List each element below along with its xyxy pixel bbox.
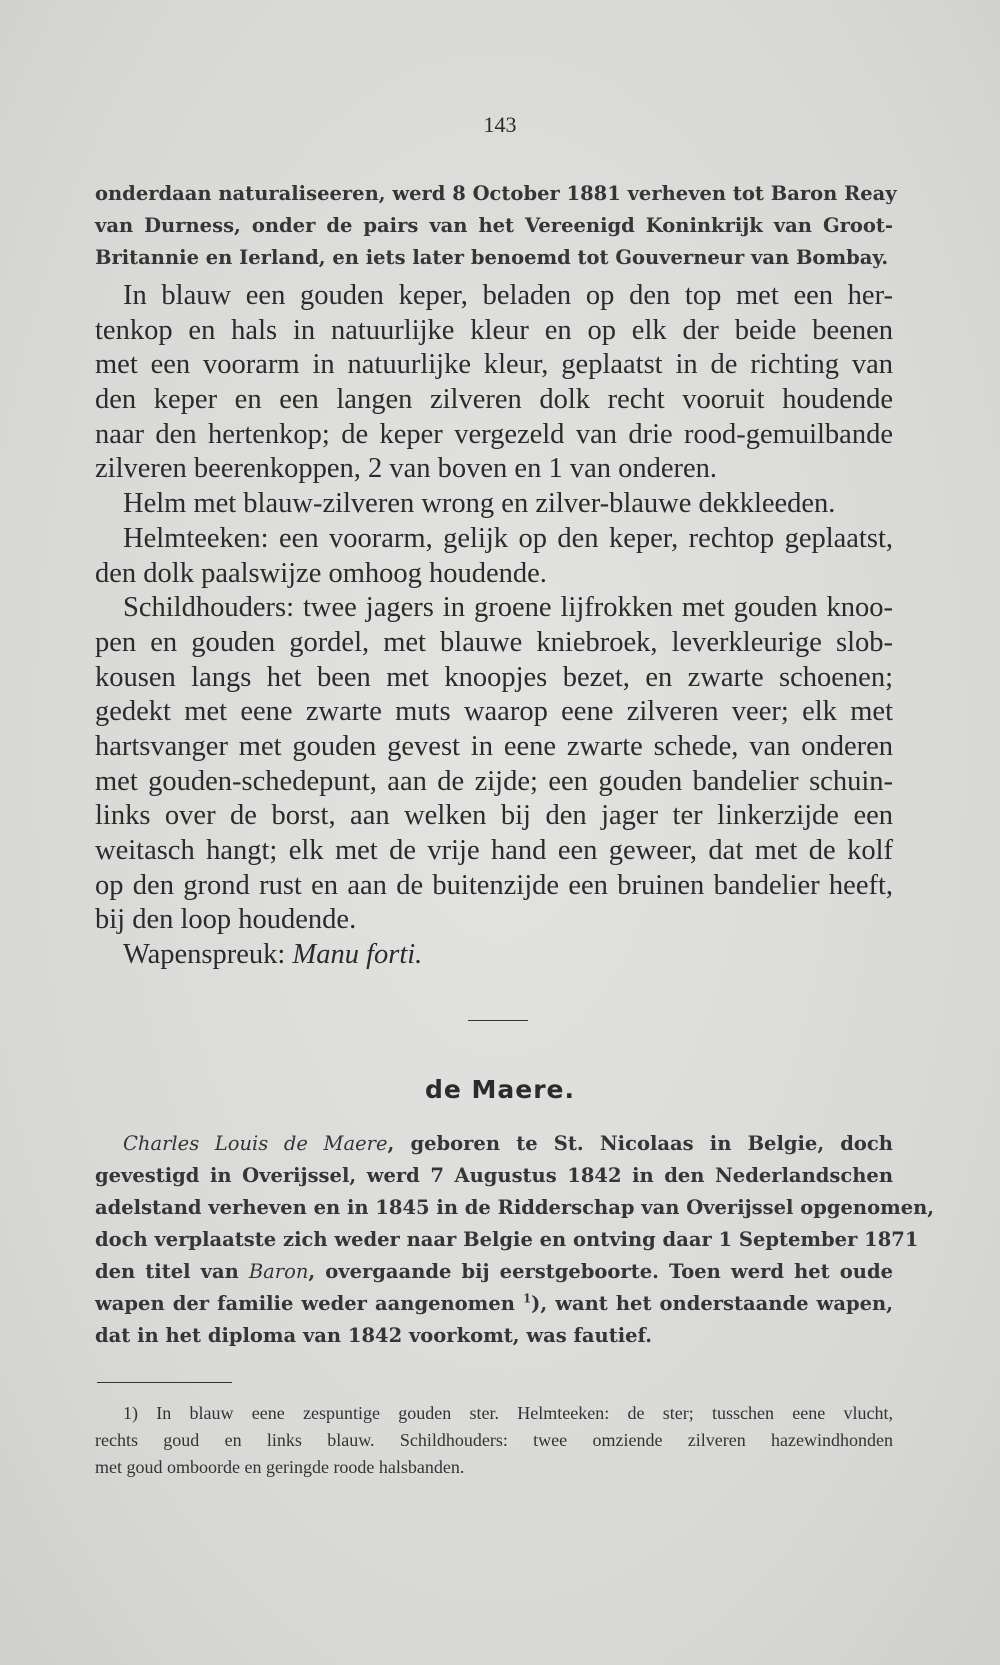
schildhouders-line: bij den loop houdende.: [95, 904, 357, 936]
footnote-rule: [97, 1382, 232, 1383]
schildhouders-line: links over de borst, aan welken bij den jager ter linkerzijde een: [95, 800, 893, 832]
helmteeken-line: den dolk paalswijze omhoog houdende.: [95, 557, 547, 589]
intro-paragraph: [95, 178, 897, 274]
schildhouders-line: op den grond rust en aan de buitenzijde een bruinen bandelier heeft,: [95, 869, 893, 901]
footnote-line: [95, 1400, 893, 1427]
helmteeken-line: Helmteeken: een voorarm, gelijk op den keper, rechtop geplaatst,: [123, 522, 893, 554]
text-line: Britannie en Ierland, en iets later benoemd tot Gouverneur van Bombay.: [95, 246, 889, 269]
helm-line: Helm met blauw-zilveren wrong en zilver-blauwe dekkleeden.: [123, 488, 836, 520]
text-line: dat in het diploma van 1842 voorkomt, was fautief.: [95, 1324, 653, 1347]
text-line: den keper en een langen zilveren dolk recht vooruit houdende: [95, 384, 893, 416]
text-line: In blauw een gouden keper, beladen op den top met een her-: [123, 280, 893, 311]
person-name: Charles Louis de Maere: [123, 1132, 388, 1155]
footnote: [95, 1400, 893, 1481]
text-line: tenkop en hals in natuurlijke kleur en op elk der beide beenen: [95, 314, 893, 346]
text-line: adelstand verheven en in 1845 in de Ridderschap van Overijssel opgenomen,: [95, 1196, 935, 1219]
text-line: doch verplaatste zich weder naar Belgie en ontving daar 1 September 1871: [95, 1228, 919, 1251]
text-line: gevestigd in Overijssel, werd 7 Augustus 1842 in den Nederlandschen: [95, 1164, 893, 1187]
page-number: 143: [483, 112, 517, 137]
text-line: onderdaan naturaliseeren, werd 8 October 1881 verheven tot Baron Reay: [95, 182, 897, 205]
motto-label: Wapenspreuk:: [123, 939, 293, 971]
text-fragment: , geboren te St. Nicolaas in Belgie, doch: [387, 1132, 893, 1155]
schildhouders-line: weitasch hangt; elk met de vrije hand een geweer, dat met de kolf: [95, 835, 893, 866]
footnote-marker: 1): [123, 1403, 138, 1423]
section-divider: [468, 1020, 528, 1021]
footnote-reference: 1: [522, 1291, 532, 1306]
schildhouders-line: met gouden-schedepunt, aan de zijde; een gouden bandelier schuin-: [95, 765, 893, 797]
schildhouders-line: pen en gouden gordel, met blauwe kniebroek, leverkleurige slob-: [95, 626, 893, 658]
text-fragment: den titel van: [95, 1260, 249, 1283]
arms-description: [95, 279, 893, 973]
schildhouders-line: gedekt met eene zwarte muts waarop eene zilveren veer; elk met: [95, 696, 893, 728]
text-fragment: ), want het onderstaande wapen,: [531, 1292, 893, 1315]
section-title: de Maere.: [424, 1075, 576, 1104]
text-line: naar den hertenkop; de keper vergezeld van drie rood-gemuilbande: [95, 418, 893, 450]
schildhouders-line: kousen langs het been met knoopjes bezet, en zwarte schoenen;: [95, 661, 893, 693]
text-line: van Durness, onder de pairs van het Vereenigd Koninkrijk van Groot-: [95, 214, 893, 237]
title-word: Baron: [248, 1260, 309, 1283]
footnote-line: met goud omboorde en geringde roode halsbanden.: [95, 1457, 465, 1477]
text-line: [95, 1256, 893, 1288]
text-fragment: , overgaande bij eerstgeboorte. Toen werd het oude: [308, 1260, 893, 1283]
footnote-line: rechts goud en links blauw. Schildhouders: twee omziende zilveren hazewindhonden: [95, 1430, 893, 1450]
text-line: met een voorarm in natuurlijke kleur, geplaatst in de richting van: [95, 349, 893, 381]
maere-paragraph: [95, 1128, 935, 1352]
schildhouders-line: Schildhouders: twee jagers in groene lijfrokken met gouden knoo-: [123, 592, 893, 624]
schildhouders-line: hartsvanger met gouden gevest in eene zwarte schede, van onderen: [95, 730, 893, 762]
text-line: [95, 1288, 893, 1320]
text-fragment: In blauw eene zespuntige gouden ster. Helmteeken: de ster; tusschen eene vlucht,: [138, 1403, 893, 1423]
text-line: [95, 1128, 893, 1160]
motto-text: Manu forti.: [292, 939, 423, 971]
text-line: zilveren beerenkoppen, 2 van boven en 1 van onderen.: [95, 453, 718, 485]
motto-line: [95, 938, 893, 973]
text-fragment: wapen der familie weder aangenomen: [95, 1292, 523, 1315]
